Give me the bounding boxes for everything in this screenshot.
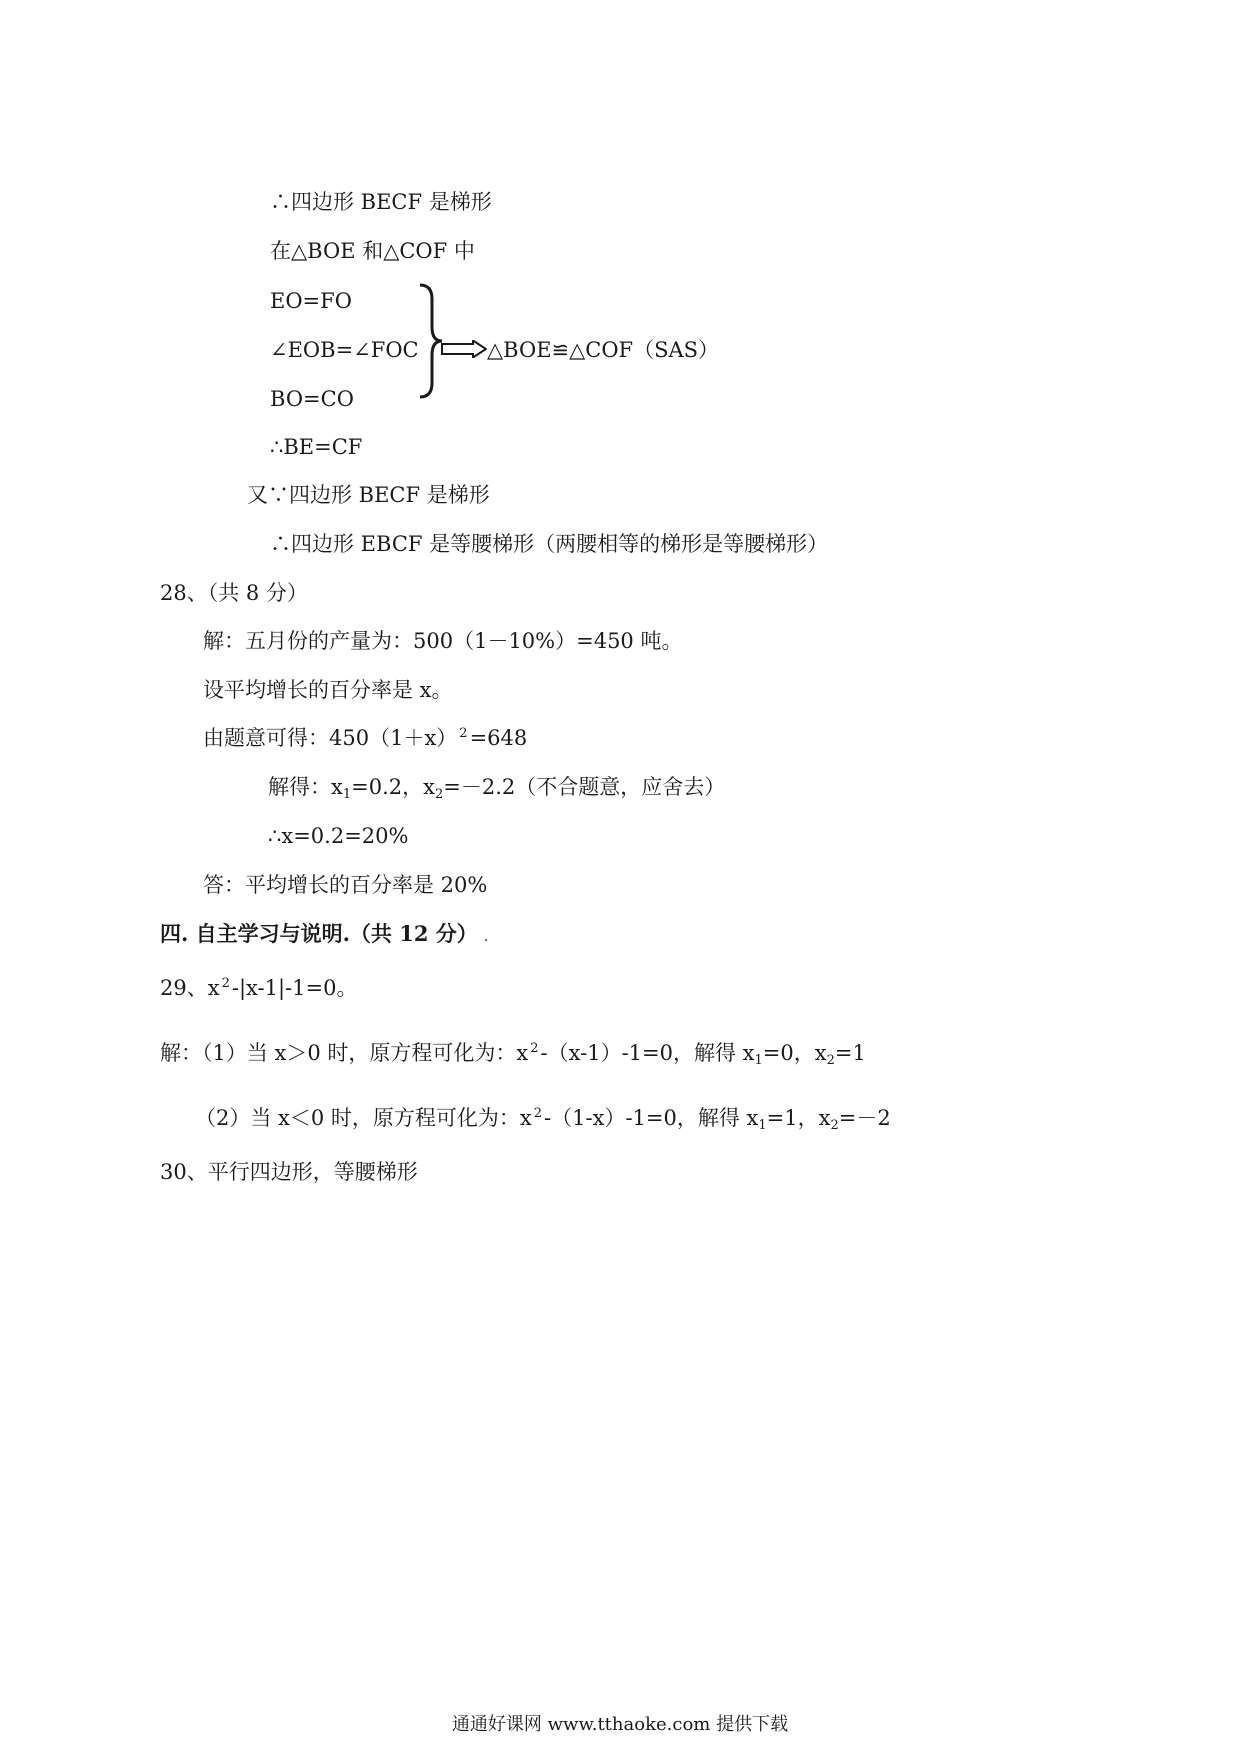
proof-line-7: 又∵四边形 BECF 是梯形 (247, 483, 490, 507)
implies-arrow-icon (441, 340, 487, 358)
proof-congruence: △BOE≌△COF（SAS） (487, 338, 720, 362)
proof-condition-1: EO=FO (270, 289, 352, 313)
proof-line-6: ∴BE=CF (270, 435, 363, 459)
q28-answer: 答：平均增长的百分率是 20% (203, 873, 488, 897)
q28-line-1: 解：五月份的产量为：500（1－10%）=450 吨。 (203, 629, 683, 653)
proof-line-2: 在△BOE 和△COF 中 (270, 239, 475, 263)
proof-condition-2: ∠EOB=∠FOC (270, 338, 419, 362)
proof-line-8: ∴四边形 EBCF 是等腰梯形（两腰相等的梯形是等腰梯形） (270, 532, 829, 556)
q29-solution-1: 解：（1）当 x＞0 时，原方程可化为：x $^2$-（x-1）-1=0，解得 $x_1=0$，$x_2=1$ (160, 1041, 866, 1068)
q28-line-4: 解得：$x_1=0.2$，$x_2=-2.2$（不合题意，应舍去） (268, 775, 726, 802)
page-footer: 通通好课网 www.tthaoke.com 提供下载 (451, 1714, 789, 1735)
section-4-mark: . (483, 929, 489, 945)
q30-answer: 30、平行四边形，等腰梯形 (160, 1160, 418, 1184)
proof-line-1: ∴四边形 BECF 是梯形 (270, 190, 492, 214)
q28-line-3: 由题意可得：450（1＋x） $^2$=648 (203, 726, 528, 750)
proof-condition-3: BO=CO (270, 387, 354, 411)
q29-solution-2: （2）当 x＜0 时，原方程可化为：x $^2$-（1-x）-1=0，解得 $x_1=1$，$x_2=-2$ (195, 1106, 891, 1133)
q29-equation: 29、x $^2$-|x-1|-1=0。 (160, 976, 358, 1000)
q28-header: 28、（共 8 分） (160, 581, 308, 605)
q28-line-2: 设平均增长的百分率是 x。 (203, 678, 453, 702)
section-4-title: 四. 自主学习与说明.（共 12 分） . (160, 921, 489, 946)
q28-line-5: ∴x=0.2=20% (268, 824, 409, 848)
